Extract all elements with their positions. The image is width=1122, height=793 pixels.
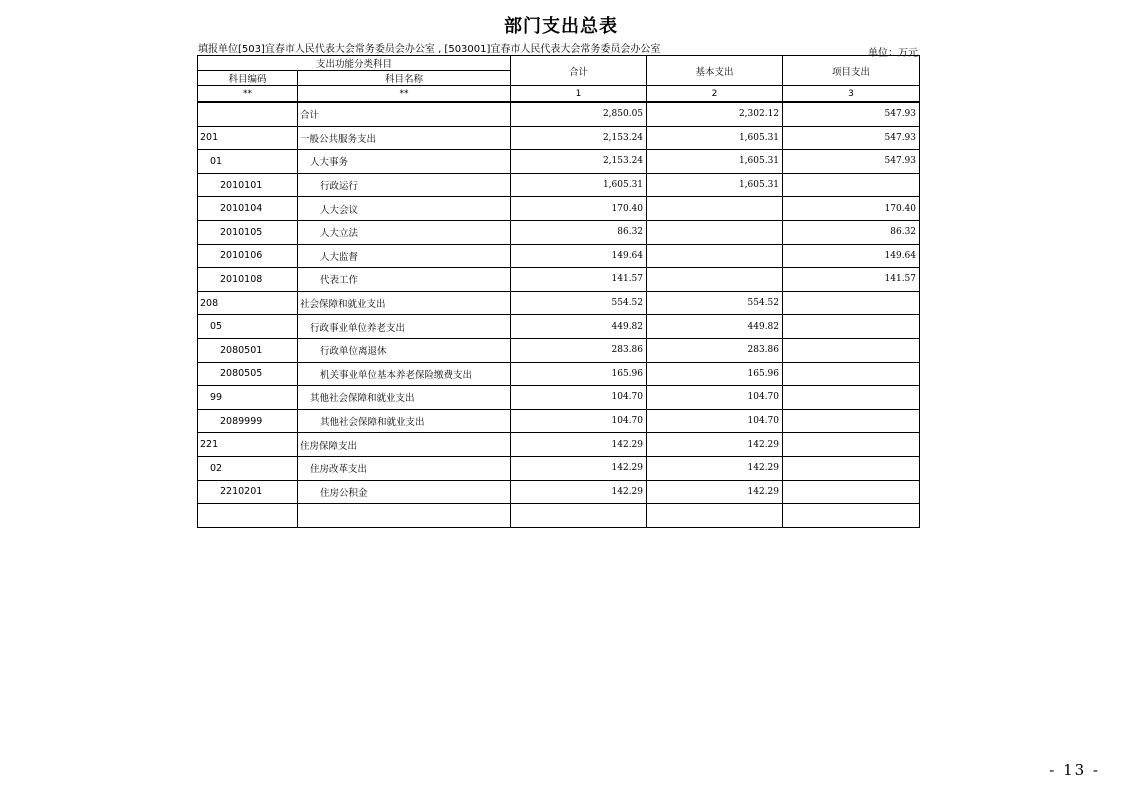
row-basic [647, 244, 783, 268]
header-project: 项目支出 [783, 56, 920, 86]
row-total: 170.40 [511, 197, 647, 221]
row-code: 201 [198, 126, 298, 150]
row-project [783, 173, 920, 197]
expenditure-table [197, 55, 920, 528]
table-row [198, 244, 920, 268]
row-code: 2010106 [198, 244, 298, 268]
row-name: 人大监督 [298, 244, 511, 268]
table-row-empty [198, 504, 920, 528]
table-row [198, 409, 920, 433]
header-code: 科目编码 [198, 71, 298, 86]
table-row [198, 456, 920, 480]
table-row [198, 338, 920, 362]
row-basic: 142.29 [647, 480, 783, 504]
row-total: 2,850.05 [511, 102, 647, 126]
row-basic: 283.86 [647, 338, 783, 362]
table-row [198, 268, 920, 292]
row-name: 住房保障支出 [298, 433, 511, 457]
row-basic [647, 197, 783, 221]
table-row [198, 433, 920, 457]
row-project [783, 338, 920, 362]
row-project [783, 480, 920, 504]
row-total: 554.52 [511, 291, 647, 315]
row-code: 208 [198, 291, 298, 315]
row-code: 2010108 [198, 268, 298, 292]
header-total: 合计 [511, 56, 647, 86]
row-basic: 142.29 [647, 433, 783, 457]
row-total: 2,153.24 [511, 126, 647, 150]
table-row [198, 126, 920, 150]
row-total: 2,153.24 [511, 150, 647, 174]
unit-label: 单位：万元 [868, 48, 918, 59]
row-code: 01 [198, 150, 298, 174]
row-project: 547.93 [783, 150, 920, 174]
row-total: 165.96 [511, 362, 647, 386]
row-basic: 165.96 [647, 362, 783, 386]
row-name: 人大会议 [298, 197, 511, 221]
table-row [198, 480, 920, 504]
row-basic: 2,302.12 [647, 102, 783, 126]
row-project [783, 433, 920, 457]
row-code [198, 102, 298, 126]
row-total: 1,605.31 [511, 173, 647, 197]
row-project [783, 386, 920, 410]
row-basic: 1,605.31 [647, 150, 783, 174]
row-code: 2010101 [198, 173, 298, 197]
row-name: 行政运行 [298, 173, 511, 197]
row-name: 一般公共服务支出 [298, 126, 511, 150]
row-project: 547.93 [783, 126, 920, 150]
row-name: 行政事业单位养老支出 [298, 315, 511, 339]
row-project: 141.57 [783, 268, 920, 292]
row-basic: 104.70 [647, 409, 783, 433]
row-basic: 1,605.31 [647, 126, 783, 150]
row-total: 449.82 [511, 315, 647, 339]
fill-unit-label: 填报单位[503]宜春市人民代表大会常务委员会办公室 , [503001]宜春市人民代表大会常务委员会办公室 [198, 44, 661, 55]
row-code: 02 [198, 456, 298, 480]
row-code: 221 [198, 433, 298, 457]
index-code: ** [198, 86, 298, 103]
row-project: 149.64 [783, 244, 920, 268]
row-project [783, 315, 920, 339]
row-basic: 449.82 [647, 315, 783, 339]
row-name: 住房改革支出 [298, 456, 511, 480]
row-project [783, 504, 920, 528]
row-total: 142.29 [511, 480, 647, 504]
row-total: 283.86 [511, 338, 647, 362]
row-name: 住房公积金 [298, 480, 511, 504]
row-name: 合计 [298, 102, 511, 126]
row-name: 社会保障和就业支出 [298, 291, 511, 315]
row-code: 2210201 [198, 480, 298, 504]
row-name: 行政单位离退休 [298, 338, 511, 362]
table-row [198, 220, 920, 244]
row-basic: 554.52 [647, 291, 783, 315]
row-project [783, 291, 920, 315]
header-function-group: 支出功能分类科目 [198, 56, 511, 71]
row-name: 其他社会保障和就业支出 [298, 386, 511, 410]
header-name: 科目名称 [298, 71, 511, 86]
table-row [198, 386, 920, 410]
index-basic: 2 [647, 86, 783, 103]
row-basic [647, 504, 783, 528]
row-total: 141.57 [511, 268, 647, 292]
row-code: 2089999 [198, 409, 298, 433]
table-row [198, 291, 920, 315]
row-code: 2080505 [198, 362, 298, 386]
row-basic [647, 220, 783, 244]
table-row [198, 197, 920, 221]
row-name: 人大事务 [298, 150, 511, 174]
row-project: 547.93 [783, 102, 920, 126]
index-name: ** [298, 86, 511, 103]
row-name: 其他社会保障和就业支出 [298, 409, 511, 433]
index-total: 1 [511, 86, 647, 103]
row-name: 机关事业单位基本养老保险缴费支出 [298, 362, 511, 386]
row-project [783, 362, 920, 386]
row-code: 05 [198, 315, 298, 339]
row-code [198, 504, 298, 528]
table-row [198, 315, 920, 339]
table-row [198, 102, 920, 126]
row-total: 149.64 [511, 244, 647, 268]
table-row [198, 362, 920, 386]
page-number: - 13 - [1049, 761, 1100, 779]
row-project [783, 456, 920, 480]
row-total: 104.70 [511, 409, 647, 433]
row-code: 2010105 [198, 220, 298, 244]
row-basic [647, 268, 783, 292]
row-code: 99 [198, 386, 298, 410]
index-project: 3 [783, 86, 920, 103]
table-row [198, 150, 920, 174]
row-basic: 1,605.31 [647, 173, 783, 197]
table-row [198, 173, 920, 197]
row-project [783, 409, 920, 433]
page-title: 部门支出总表 [504, 16, 618, 37]
row-name: 代表工作 [298, 268, 511, 292]
row-code: 2080501 [198, 338, 298, 362]
header-basic: 基本支出 [647, 56, 783, 86]
row-total: 142.29 [511, 456, 647, 480]
row-total: 142.29 [511, 433, 647, 457]
row-code: 2010104 [198, 197, 298, 221]
row-project: 86.32 [783, 220, 920, 244]
row-basic: 104.70 [647, 386, 783, 410]
row-project: 170.40 [783, 197, 920, 221]
row-total: 104.70 [511, 386, 647, 410]
row-total [511, 504, 647, 528]
row-basic: 142.29 [647, 456, 783, 480]
row-name: 人大立法 [298, 220, 511, 244]
row-total: 86.32 [511, 220, 647, 244]
row-name [298, 504, 511, 528]
